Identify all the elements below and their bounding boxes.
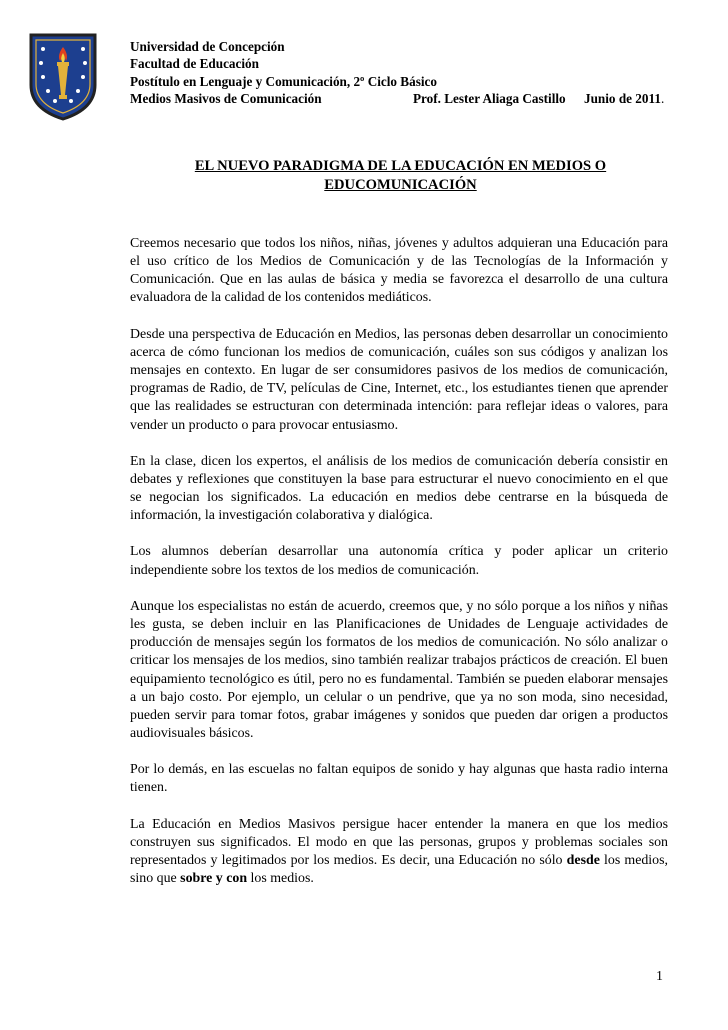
paragraph-7-text-3: los medios. — [247, 871, 314, 887]
title-line-2: EDUCOMUNICACIÓN — [324, 176, 477, 193]
document-date — [584, 90, 664, 107]
course-line — [130, 90, 670, 107]
document-body — [130, 235, 668, 906]
professor-name: Prof. Lester Aliaga Castillo — [413, 90, 566, 106]
document-header — [130, 38, 670, 107]
university-seal-icon — [29, 33, 97, 121]
paragraph-3: En la clase, dicen los expertos, el análisis de los medios de comunicación debería consistir en debates y reflexiones que constituyen la base para estructurar el nuevo conocimiento en el que se negocian los significados. La educación en medios debe centrarse en la búsqueda de información, la investigación colaborativa y dialógica. — [130, 453, 668, 524]
course-name: Medios Masivos de Comunicación — [130, 90, 322, 106]
paragraph-4: Los alumnos deberían desarrollar una autonomía crítica y poder aplicar un criterio independiente sobre los textos de los medios de comunicación. — [130, 544, 668, 578]
paragraph-7-bold-desde: desde — [566, 852, 600, 868]
document-title — [130, 157, 671, 194]
title-line-1: EL NUEVO PARADIGMA DE LA EDUCACIÓN EN MEDIOS O — [194, 158, 607, 174]
page-number: 1 — [656, 969, 663, 984]
university-seal — [29, 33, 97, 121]
faculty-name: Facultad de Educación — [130, 56, 259, 72]
paragraph-6: Por lo demás, en las escuelas no faltan equipos de sonido y hay algunas que hasta radio interna tienen. — [130, 762, 668, 796]
paragraph-2: Desde una perspectiva de Educación en Medios, las personas deben desarrollar un conocimiento acerca de cómo funcionan los medios de comunicación, cuáles son sus códigos y analizan los mensajes en contexto. En lugar de ser consumidores pasivos de los medios de comunicación, programas de Radio, de TV, películas de Cine, Internet, etc., los estudiantes tienen que aprender que las realidades se estructuran con determinada intención: para reflejar ideas o valores, para vender un producto o para provocar entusiasmo. — [130, 326, 668, 433]
paragraph-7-text-1: La Educación en Medios Masivos persigue hacer entender la manera en que los medios construyen sus significados. El modo en que las personas, grupos y problemas sociales son representados y legitimados por los medios. Es decir, una Educación no sólo — [130, 816, 668, 868]
paragraph-7-bold-sobre-con: sobre y con — [180, 871, 248, 887]
paragraph-1: Creemos necesario que todos los niños, niñas, jóvenes y adultos adquieran una Educación para el uso crítico de los Medios de Comunicación y de las Tecnologías de la Información y Comunicación. Que en las aulas de básica y media se favorezca el desarrollo de una cultura evaluadora de la calidad de los contenidos mediáticos. — [130, 236, 668, 306]
university-name: Universidad de Concepción — [130, 39, 285, 54]
date-period: . — [660, 90, 665, 106]
paragraph-7-text-2: los medios, sino que — [130, 852, 668, 887]
program-name: Postítulo en Lenguaje y Comunicación, 2º Ciclo Básico — [130, 73, 437, 89]
paragraph-5: Aunque los especialistas no están de acuerdo, creemos que, y no sólo porque a los niños y niñas les gusta, se deben incluir en las Planificaciones de Unidades de Lenguaje actividades de producción de mensajes según los formatos de los medios de comunicación. No sólo analizar o criticar los mensajes de los medios, sino también realizar trabajos prácticos de creación. El buen equipamiento tecnológico es útil, pero no es fundamental. También se pueden elaborar mensajes a un bajo costo. Por ejemplo, un celular o un pendrive, que ya no son moda, sino necesidad, pueden servir para tomar fotos, grabar imágenes y sonidos que pueden dar origen a productos audiovisuales básicos. — [130, 598, 668, 741]
paragraph-7 — [130, 816, 668, 889]
document-date-text: Junio de 2011 — [584, 90, 661, 106]
